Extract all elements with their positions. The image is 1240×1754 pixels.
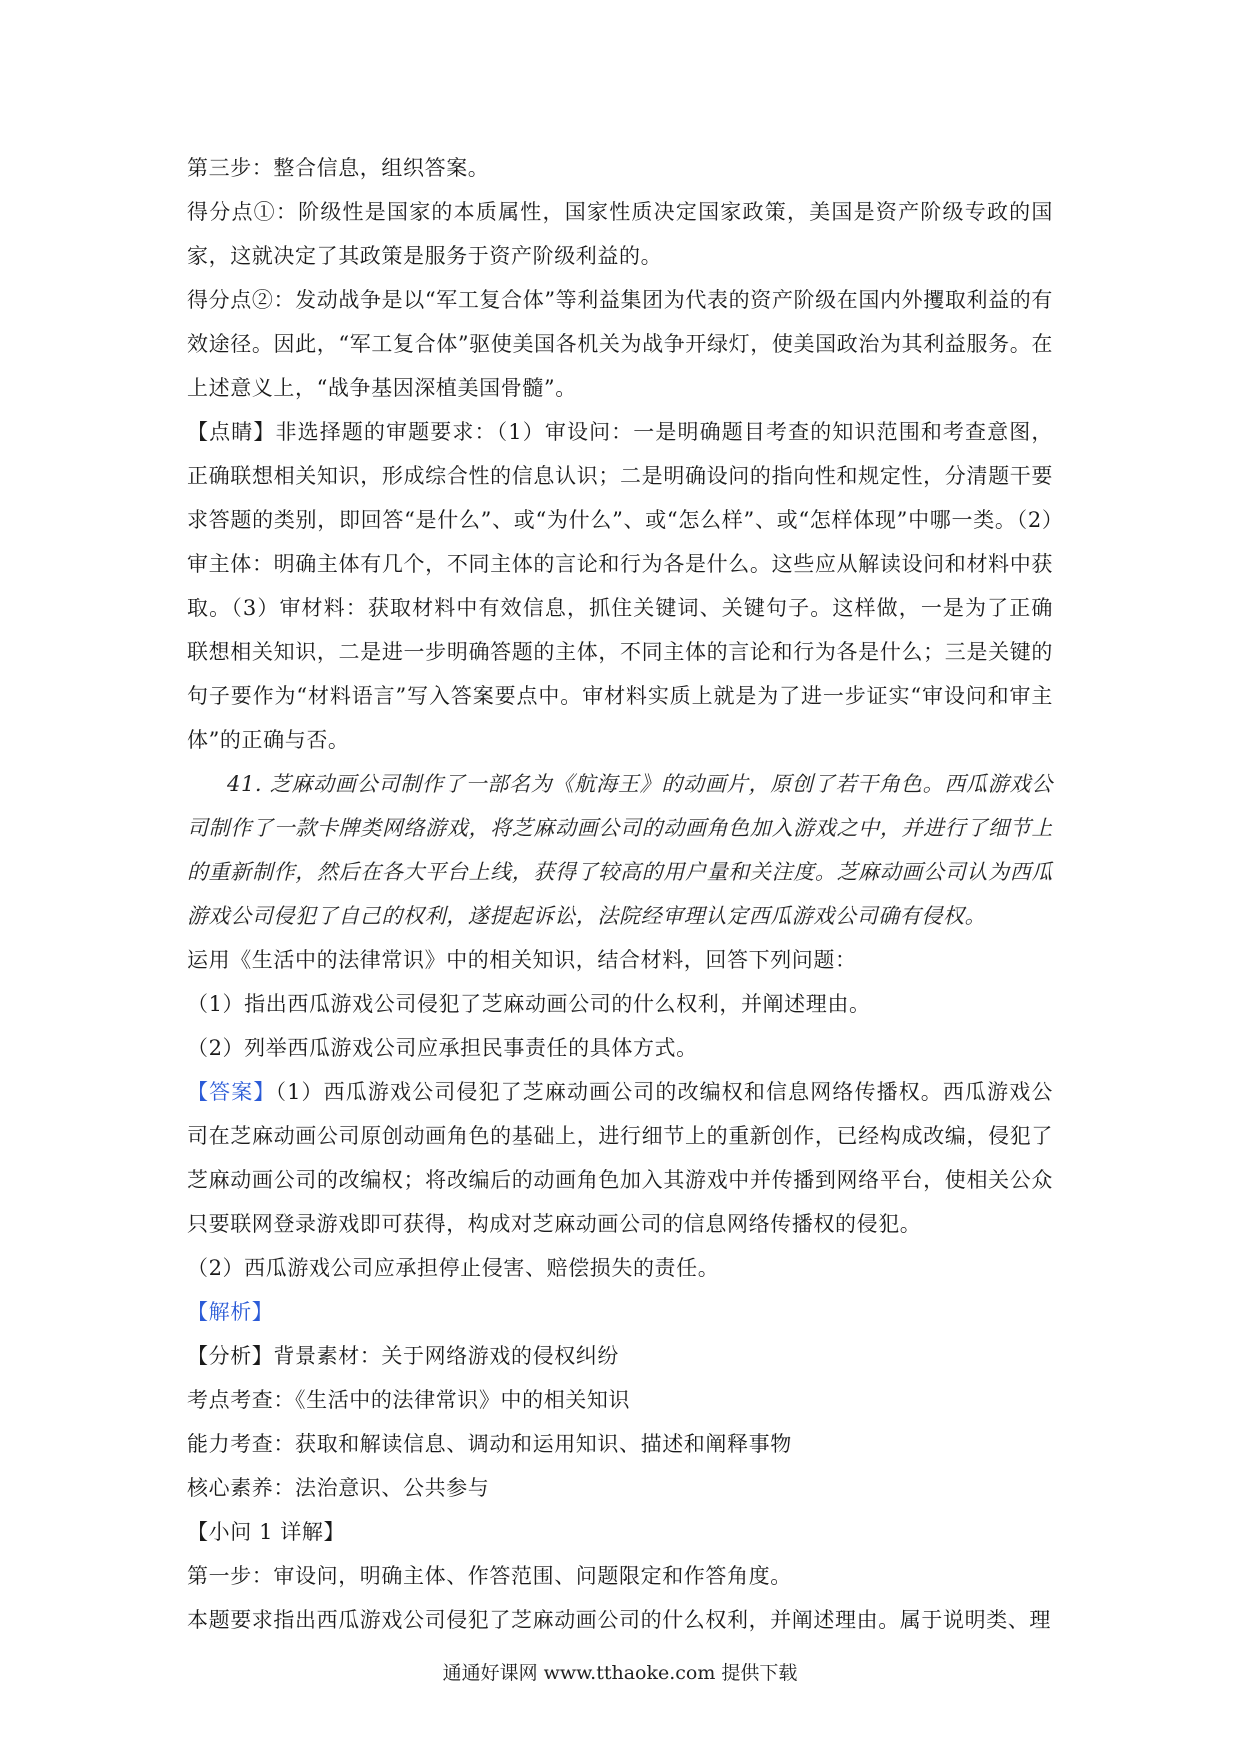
page-footer: 通通好课网 www.tthaoke.com 提供下载: [442, 1662, 798, 1684]
answer-paragraph: [187, 1070, 1053, 1246]
document-body: [187, 146, 1053, 1642]
suyang-text: 核心素养：法治意识、公共参与: [187, 1476, 490, 1500]
analysis-label: 【解析】: [187, 1300, 274, 1324]
sub-question-2: （2）列举西瓜游戏公司应承担民事责任的具体方式。: [187, 1036, 698, 1060]
analysis-background: 【分析】背景素材：关于网络游戏的侵权纠纷: [187, 1344, 619, 1368]
answer-2-text: （2）西瓜游戏公司应承担停止侵害、赔偿损失的责任。: [187, 1256, 720, 1280]
answer-1-text: （1）西瓜游戏公司侵犯了芝麻动画公司的改编权和信息网络传播权。西瓜游戏公司在芝麻动画公司原创动画角色的基础上，进行细节上的重新创作，已经构成改编，侵犯了芝麻动画公司的改编权；将改编后的动画角色加入其游戏中并传播到网络平台，使相关公众只要联网登录游戏即可获得，构成对芝麻动画公司的信息网络传播权的侵犯。: [187, 1080, 1053, 1236]
answer-label: 【答案】: [187, 1080, 276, 1104]
nengli-text: 能力考查：获取和解读信息、调动和运用知识、描述和阐释事物: [187, 1432, 792, 1456]
sub1-detail-heading: 【小问 1 详解】: [187, 1520, 346, 1544]
question-instruction: 运用《生活中的法律常识》中的相关知识，结合材料，回答下列问题：: [187, 948, 857, 972]
tip-paragraph: 【点睛】非选择题的审题要求：（1）审设问：一是明确题目考查的知识范围和考查意图，正确联想相关知识，形成综合性的信息认识；二是明确设问的指向性和规定性，分清题干要求答题的类别，即回答“是什么”、或“为什么”、或“怎么样”、或“怎样体现”中哪一类。（2）审主体：明确主体有几个，不同主体的言论和行为各是什么。这些应从解读设问和材料中获取。（3）审材料：获取材料中有效信息，抓住关键词、关键句子。这样做，一是为了正确联想相关知识，二是进一步明确答题的主体，不同主体的言论和行为各是什么；三是关键的句子要作为“材料语言”写入答案要点中。审材料实质上就是为了进一步证实“审设问和审主体”的正确与否。: [187, 420, 1053, 752]
kaodian-text: 考点考查：《生活中的法律常识》中的相关知识: [187, 1388, 631, 1412]
requirement-text: 本题要求指出西瓜游戏公司侵犯了芝麻动画公司的什么权利，并阐述理由。属于说明类、理: [187, 1608, 1051, 1632]
score-point-1: 得分点①：阶级性是国家的本质属性，国家性质决定国家政策，美国是资产阶级专政的国家，这就决定了其政策是服务于资产阶级利益的。: [187, 200, 1053, 268]
step1-text: 第一步：审设问，明确主体、作答范围、问题限定和作答角度。: [187, 1564, 792, 1588]
step3-text: 第三步：整合信息，组织答案。: [187, 156, 490, 180]
question-41: 41. 芝麻动画公司制作了一部名为《航海王》的动画片，原创了若干角色。西瓜游戏公司制作了一款卡牌类网络游戏，将芝麻动画公司的动画角色加入游戏之中，并进行了细节上的重新制作，然后在各大平台上线，获得了较高的用户量和关注度。芝麻动画公司认为西瓜游戏公司侵犯了自己的权利，遂提起诉讼，法院经审理认定西瓜游戏公司确有侵权。: [187, 772, 1053, 928]
score-point-2: 得分点②：发动战争是以“军工复合体”等利益集团为代表的资产阶级在国内外攫取利益的有效途径。因此，“军工复合体”驱使美国各机关为战争开绿灯，使美国政治为其利益服务。在上述意义上，“战争基因深植美国骨髓”。: [187, 288, 1053, 400]
sub-question-1: （1）指出西瓜游戏公司侵犯了芝麻动画公司的什么权利，并阐述理由。: [187, 992, 871, 1016]
